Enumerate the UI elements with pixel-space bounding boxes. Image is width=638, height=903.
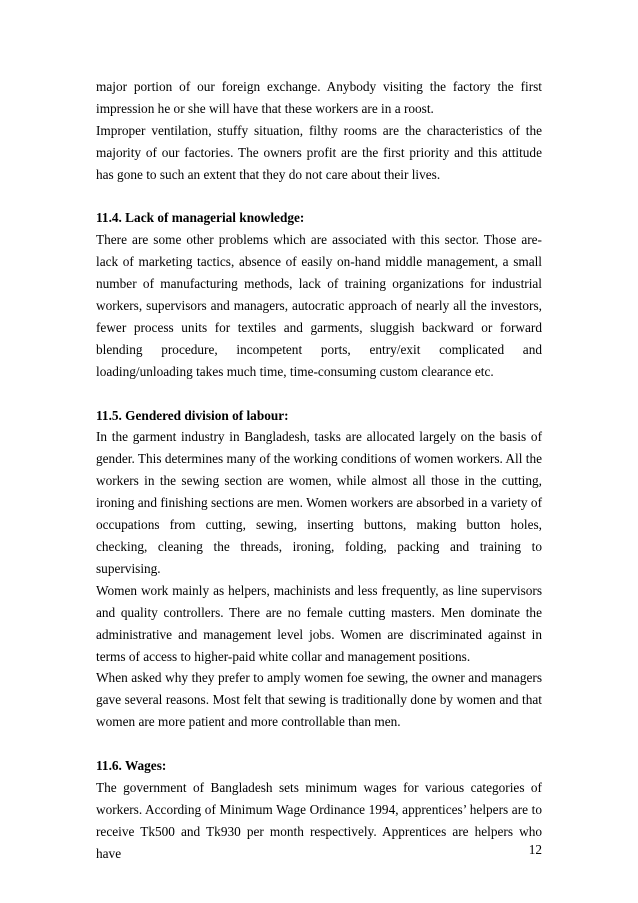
paragraph: There are some other problems which are associated with this sector. Those are- lack of marketing tactics, absence of easily on-hand middle management, a small number of manufacturing methods, lack of training organizations for industrial workers, supervisors and managers, autocratic approach of nearly all the investors, fewer process units for textiles and garments, sluggish backward or forward blending procedure, incompetent ports, entry/exit complicated and loading/unloading takes much time, time-consuming custom clearance etc. <box>96 232 542 379</box>
page-number: 12 <box>528 842 542 857</box>
spacer <box>96 383 542 405</box>
paragraph: The government of Bangladesh sets minimum wages for various categories of workers. According of Minimum Wage Ordinance 1994, apprentices’ helpers are to receive Tk500 and Tk930 per month respectively. Apprentices are helpers who have <box>96 779 542 861</box>
paragraph: major portion of our foreign exchange. Anybody visiting the factory the first impression he or she will have that these workers are in a roost. <box>96 79 542 116</box>
spacer <box>96 733 542 755</box>
paragraph: Women work mainly as helpers, machinists and less frequently, as line supervisors and quality controllers. There are no female cutting masters. Men dominate the administrative and management level jobs. Women are discriminated against in terms of access to higher-paid white collar and management positions. <box>96 582 542 664</box>
page-content <box>96 76 542 865</box>
section-heading-11-5: 11.5. Gendered division of labour: <box>96 407 289 423</box>
section-heading-11-6: 11.6. Wages: <box>96 758 167 774</box>
section-heading-11-4: 11.4. Lack of managerial knowledge: <box>96 210 305 226</box>
spacer <box>96 186 542 208</box>
paragraph: In the garment industry in Bangladesh, tasks are allocated largely on the basis of gender. This determines many of the working conditions of women workers. All the workers in the sewing section are women, while almost all those in the cutting, ironing and finishing sections are men. Women workers are absorbed in a variety of occupations from cutting, sewing, inserting buttons, making button holes, checking, cleaning the threads, ironing, folding, packing and training to supervising. <box>96 429 542 576</box>
paragraph: Improper ventilation, stuffy situation, filthy rooms are the characteristics of the majority of our factories. The owners profit are the first priority and this attitude has gone to such an extent that they do not care about their lives. <box>96 122 542 182</box>
paragraph: When asked why they prefer to amply women foe sewing, the owner and managers gave several reasons. Most felt that sewing is traditionally done by women and that women are more patient and more controllable than men. <box>96 670 542 730</box>
